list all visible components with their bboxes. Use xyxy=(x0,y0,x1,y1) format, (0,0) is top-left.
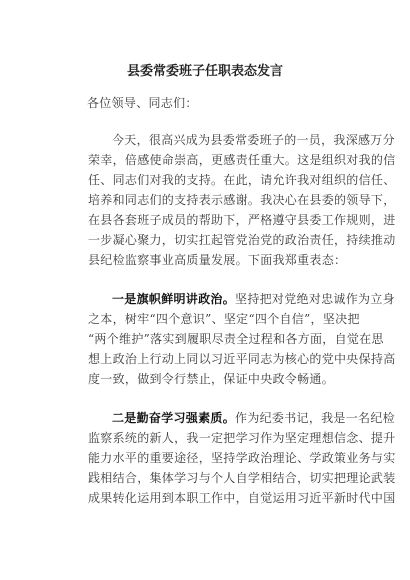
paragraph-1-line-6: 一步凝心聚力，切实扛起管党治党的政治责任，持续推动 xyxy=(88,233,396,247)
paragraph-3-lead: 二是勤奋学习强素质。 xyxy=(112,411,236,425)
paragraph-2-line-1 xyxy=(112,292,395,306)
paragraph-2-line-2: 之本，树牢“四个意识”、坚定“四个自信”，坚决把 xyxy=(88,312,360,326)
paragraph-3-line-1 xyxy=(112,411,395,425)
paragraph-2-lead: 一是旗帜鲜明讲政治。 xyxy=(112,292,236,306)
salutation: 各位领导、同志们： xyxy=(87,96,198,110)
paragraph-2-line-4: 想上政治上行动上同以习近平同志为核心的党中央保持高 xyxy=(88,352,396,366)
paragraph-3-line-3: 能力水平的重要途径，坚持学政治理论、学政策业务与实 xyxy=(88,451,396,465)
paragraph-1-line-5: 在县各套班子成员的帮助下，严格遵守县委工作规则，进 xyxy=(88,213,396,227)
paragraph-3-line-4: 践相结合，集体学习与个人自学相结合，切实把理论武装 xyxy=(88,471,396,485)
document-title: 县委常委班子任职表态发言 xyxy=(126,64,283,79)
paragraph-3-line-2: 监察系统的新人，我一定把学习作为坚定理想信念、提升 xyxy=(88,431,396,445)
paragraph-3-line-1-text: 作为纪委书记，我是一名纪检 xyxy=(235,411,395,425)
paragraph-1-line-3: 任、同志们对我的支持。在此，请允许我对组织的信任、 xyxy=(88,173,396,187)
paragraph-3-line-5: 成果转化运用到本职工作中，自觉运用习近平新时代中国 xyxy=(88,491,396,505)
paragraph-1-line-4: 培养和同志们的支持表示感谢。我决心在县委的领导下， xyxy=(88,193,396,207)
paragraph-1-line-1: 今天，很高兴成为县委常委班子的一员，我深感万分 xyxy=(112,133,395,147)
paragraph-2-line-5: 度一致，做到令行禁止，保证中央政令畅通。 xyxy=(88,372,335,386)
paragraph-2-line-3: “两个维护”落实到履职尽责全过程和各方面，自觉在思 xyxy=(88,332,384,346)
paragraph-1-line-7: 县纪检监察事业高质量发展。下面我郑重表态： xyxy=(88,253,347,267)
paragraph-2-line-1-text: 坚持把对党绝对忠诚作为立身 xyxy=(235,292,395,306)
paragraph-1-line-2: 荣幸，倍感使命崇高，更感责任重大。这是组织对我的信 xyxy=(88,153,396,167)
